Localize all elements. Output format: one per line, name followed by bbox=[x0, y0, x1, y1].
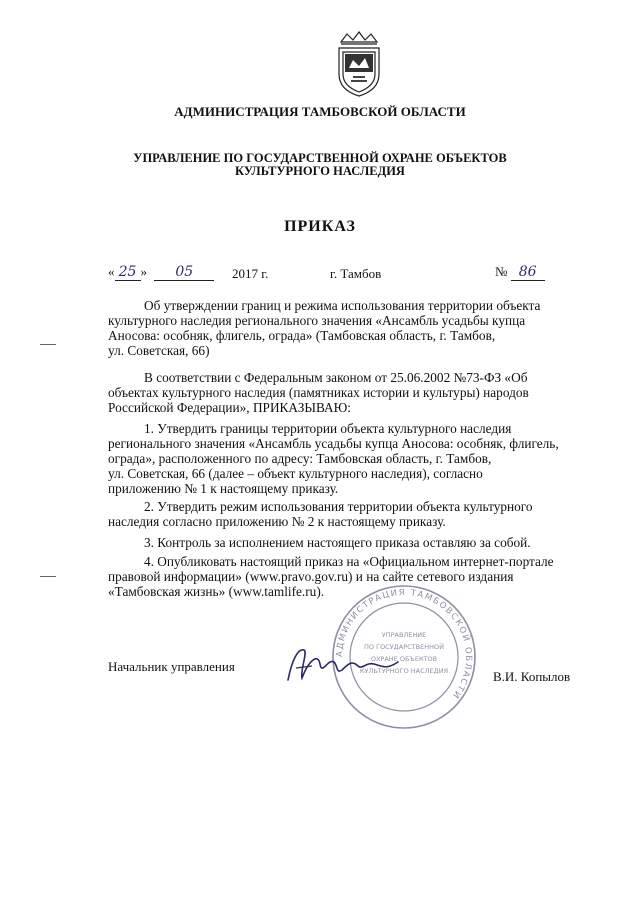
order-year: 2017 г. bbox=[232, 266, 269, 281]
stamp-inner-text: УПРАВЛЕНИЕ bbox=[381, 631, 427, 639]
date-month-handwritten: 05 bbox=[154, 264, 214, 281]
stamp-inner-text: ПО ГОСУДАРСТВЕННОЙ bbox=[364, 643, 444, 651]
item-line: 4. Опубликовать настоящий приказ на «Официальном интернет-портале bbox=[144, 554, 554, 569]
order-city: г. Тамбов bbox=[330, 266, 382, 281]
signatory-name: В.И. Копылов bbox=[493, 669, 571, 684]
department-title-line2: КУЛЬТУРНОГО НАСЛЕДИЯ bbox=[235, 164, 405, 178]
stamp-inner-text: ОХРАНЕ ОБЪЕКТОВ bbox=[370, 655, 438, 663]
number-label: № bbox=[495, 264, 508, 279]
order-item-3 bbox=[108, 535, 616, 550]
subject-line: ул. Советская, 66) bbox=[108, 343, 210, 358]
item-line: регионального значения «Ансамбль усадьбы купца Аносова: особняк, флигель, bbox=[108, 436, 559, 451]
administration-title: АДМИНИСТРАЦИЯ ТАМБОВСКОЙ ОБЛАСТИ bbox=[174, 104, 466, 119]
order-number bbox=[495, 264, 545, 281]
number-handwritten: 86 bbox=[511, 264, 545, 281]
signatory-position: Начальник управления bbox=[108, 659, 235, 674]
preamble-line: В соответствии с Федеральным законом от 25.06.2002 №73-ФЗ «Об bbox=[144, 370, 528, 385]
order-item-2 bbox=[108, 499, 616, 529]
subject-line: культурного наследия регионального значения «Ансамбль усадьбы купца bbox=[108, 313, 526, 328]
margin-mark bbox=[40, 344, 56, 345]
department-title-line1: УПРАВЛЕНИЕ ПО ГОСУДАРСТВЕННОЙ ОХРАНЕ ОБЪЕКТОВ bbox=[133, 151, 507, 165]
item-line: ул. Советская, 66 (далее – объект культурного наследия), согласно bbox=[108, 466, 483, 481]
stamp-inner-text: КУЛЬТУРНОГО НАСЛЕДИЯ bbox=[359, 667, 449, 675]
preamble-line: Российской Федерации», ПРИКАЗЫВАЮ: bbox=[108, 400, 351, 415]
item-line: 2. Утвердить режим использования территории объекта культурного bbox=[144, 499, 533, 514]
date-close-quote: » bbox=[140, 264, 147, 279]
preamble-line: объектах культурного наследия (памятниках истории и культуры) народов bbox=[108, 385, 529, 400]
coat-of-arms-emblem bbox=[333, 30, 385, 98]
handwritten-signature bbox=[278, 640, 408, 690]
subject-line: Об утверждении границ и режима использования территории объекта bbox=[144, 298, 541, 313]
item-line: 3. Контроль за исполнением настоящего приказа оставляю за собой. bbox=[144, 535, 531, 550]
item-line: наследия согласно приложению № 2 к настоящему приказу. bbox=[108, 514, 446, 529]
item-line: приложению № 1 к настоящему приказу. bbox=[108, 481, 339, 496]
document-type-title: ПРИКАЗ bbox=[284, 218, 356, 235]
item-line: ограда», расположенного по адресу: Тамбовская область, г. Тамбов, bbox=[108, 451, 492, 466]
order-date bbox=[108, 264, 248, 281]
stamp-ring-text: АДМИНИСТРАЦИЯ ТАМБОВСКОЙ ОБЛАСТИ bbox=[334, 587, 474, 701]
preamble-paragraph bbox=[108, 370, 616, 415]
item-line: правовой информации» (www.pravo.gov.ru) и на сайте сетевого издания bbox=[108, 569, 514, 584]
date-open-quote: « bbox=[108, 264, 115, 279]
order-item-1 bbox=[108, 421, 616, 496]
item-line: «Тамбовская жизнь» (www.tamlife.ru). bbox=[108, 584, 325, 599]
order-subject bbox=[108, 298, 616, 358]
item-line: 1. Утвердить границы территории объекта культурного наследия bbox=[144, 421, 512, 436]
margin-mark bbox=[40, 576, 56, 577]
subject-line: Аносова: особняк, флигель, ограда» (Тамбовская область, г. Тамбов, bbox=[108, 328, 496, 343]
date-day-handwritten: 25 bbox=[115, 264, 141, 281]
